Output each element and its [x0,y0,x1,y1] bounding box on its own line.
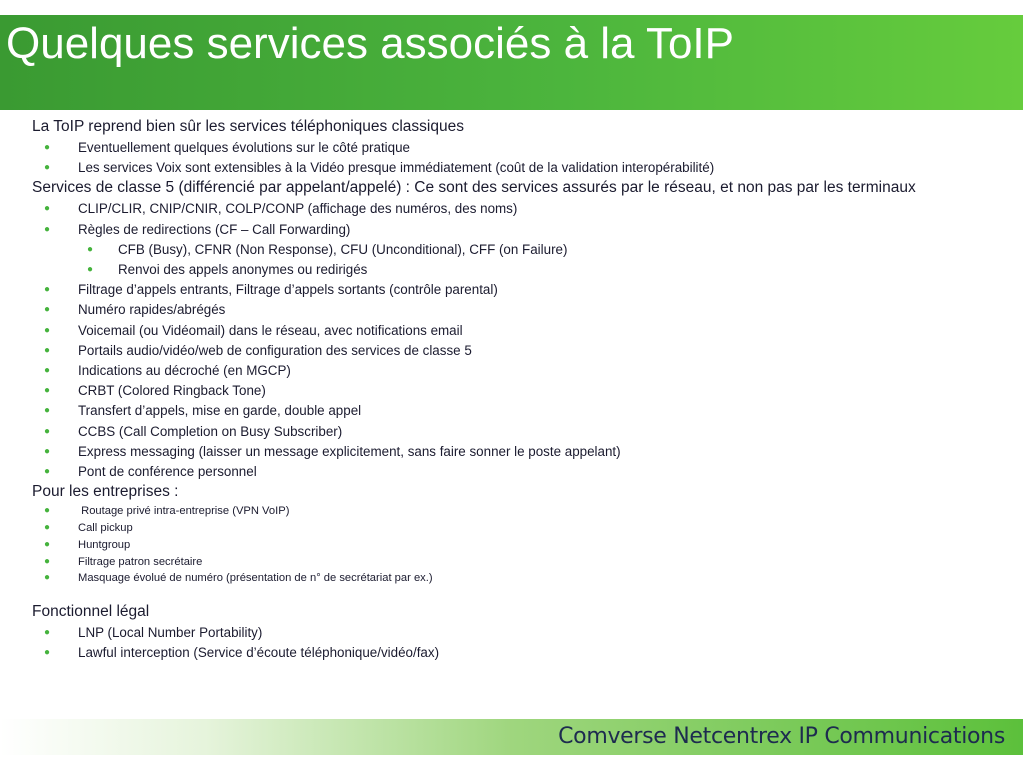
list-item: ● Routage privé intra-entreprise (VPN VoIP) [32,503,962,520]
bullet-icon: ● [44,505,51,517]
section-heading-enterprise: Pour les entreprises : [32,483,179,501]
slide-title: Quelques services associés à la ToIP [6,19,734,68]
list-item: ● Règles de redirections (CF – Call Forwarding) [32,220,962,240]
list-item: ● Les services Voix sont extensibles à la Vidéo presque immédiatement (coût de la validation interopérabilité) [32,158,962,178]
sub-list-item: ● CFB (Busy), CFNR (Non Response), CFU (Unconditional), CFF (on Failure) [32,240,962,260]
title-bar [0,15,1023,110]
list-item: ● Filtrage d’appels entrants, Filtrage d’appels sortants (contrôle parental) [32,280,962,300]
bullet-icon: ● [44,538,51,550]
list-item: ● Express messaging (laisser un message explicitement, sans faire sonner le poste appelant) [32,442,962,462]
bullet-icon: ● [44,572,51,584]
bullet-icon: ● [44,425,51,437]
footer-bar [0,719,1023,755]
list-item: ● Filtrage patron secrétaire [32,554,962,571]
bullet-icon: ● [44,522,51,534]
section-heading-legal: Fonctionnel légal [32,603,150,621]
bullet-icon: ● [44,324,51,336]
bullet-icon: ● [44,223,51,235]
bullet-icon: ● [44,647,51,659]
bullet-icon: ● [44,284,51,296]
list-item: ● CCBS (Call Completion on Busy Subscriber) [32,422,962,442]
list-item: ● Call pickup [32,520,962,537]
list-item: ● CRBT (Colored Ringback Tone) [32,381,962,401]
bullet-icon: ● [44,203,51,215]
list-item: ● CLIP/CLIR, CNIP/CNIR, COLP/CONP (affichage des numéros, des noms) [32,199,962,219]
list-item: ● Indications au décroché (en MGCP) [32,361,962,381]
section-heading-class5: Services de classe 5 (différencié par appelant/appelé) : Ce sont des services assurés par le réseau, et non pas par les terminaux [32,179,916,197]
bullet-icon: ● [44,162,51,174]
bullet-icon: ● [44,627,51,639]
bullet-icon: ● [44,445,51,457]
section-heading-toip: La ToIP reprend bien sûr les services téléphoniques classiques [32,118,464,135]
bullet-icon: ● [44,344,51,356]
list-item: ● Eventuellement quelques évolutions sur le côté pratique [32,138,962,158]
footer-brand: Comverse Netcentrex IP Communications [558,724,1005,749]
list-item: ● Portails audio/vidéo/web de configuration des services de classe 5 [32,341,962,361]
list-item: ● Transfert d’appels, mise en garde, double appel [32,401,962,421]
bullet-icon: ● [87,243,94,255]
bullet-icon: ● [44,304,51,316]
bullet-icon: ● [44,365,51,377]
list-item: ● Lawful interception (Service d’écoute téléphonique/vidéo/fax) [32,643,962,663]
bullet-icon: ● [44,466,51,478]
list-item: ● Pont de conférence personnel [32,462,962,482]
sub-list-item: ● Renvoi des appels anonymes ou redirigés [32,260,962,280]
slide-body [32,117,962,664]
bullet-icon: ● [87,264,94,276]
bullet-icon: ● [44,555,51,567]
list-item: ● Voicemail (ou Vidéomail) dans le réseau, avec notifications email [32,321,962,341]
list-item: ● Numéro rapides/abrégés [32,300,962,320]
list-item: ● Masquage évolué de numéro (présentation de n° de secrétariat par ex.) [32,570,962,587]
bullet-icon: ● [44,142,51,153]
list-item: ● Huntgroup [32,537,962,554]
section-spacer [32,587,962,602]
bullet-icon: ● [44,385,51,397]
list-item: ● LNP (Local Number Portability) [32,623,962,643]
bullet-icon: ● [44,405,51,417]
